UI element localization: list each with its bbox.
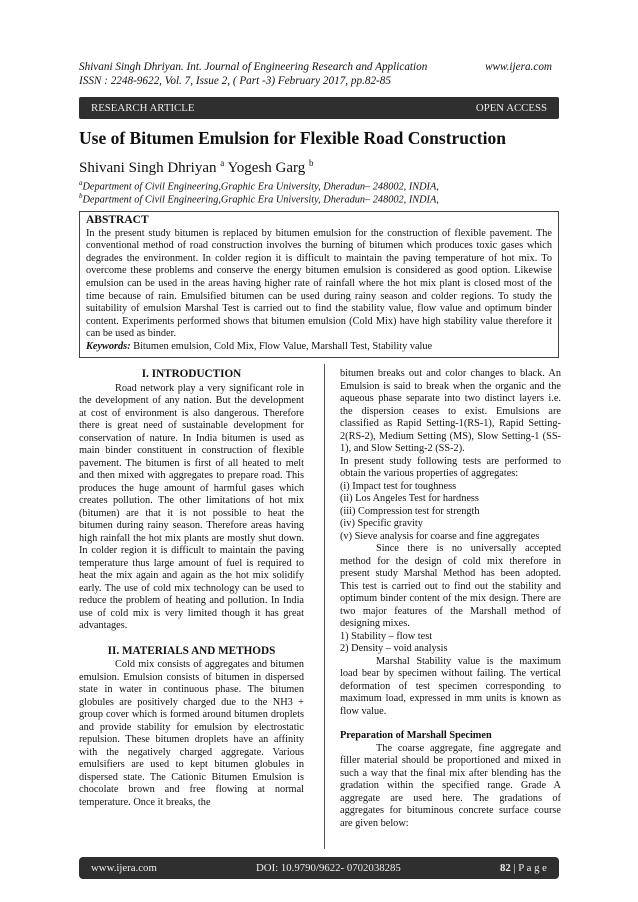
page-label: | P a g e	[510, 862, 547, 874]
author-1-affil-mark: a	[220, 158, 225, 168]
emulsion-paragraph: bitumen breaks out and color changes to black. An Emulsion is said to break when the organic and the aqueous phase separate into two distinct layers i.e. the dispersion ceases to exist. Emulsions are classified as Rapid Setting-1(RS-1), Rapid Setting-2(RS-2), Medium Setting (MS), Slow Setting-1 (SS-1), and Slow Setting-2 (SS-2).	[340, 368, 561, 454]
article-type-label: RESEARCH ARTICLE	[91, 102, 195, 114]
keywords-text: Bitumen emulsion, Cold Mix, Flow Value, Marshall Test, Stability value	[130, 340, 433, 352]
affiliation-b-mark: b	[79, 192, 83, 200]
footer-doi[interactable]: DOI: 10.9790/9622- 0702038285	[255, 862, 401, 874]
footer-website[interactable]: www.ijera.com	[91, 862, 157, 874]
test-item: (iv) Specific gravity	[340, 518, 423, 529]
affiliation-a	[79, 179, 439, 192]
column-divider	[324, 364, 325, 849]
test-item: (ii) Los Angeles Test for hardness	[340, 493, 479, 504]
abstract-body: In the present study bitumen is replaced by bitumen emulsion for the construction of flexible pavement. The conventional method of road construction involves the burning of bitumen which produces toxic gases which degrades the environment. In colder region it is difficult to maintain the paving temperature of hot mix. To overcome these problems and conserve the energy bitumen emulsion is considered as good option. Likewise emulsion can be used in the areas having higher rate of rainfall where the hot mix plant is closed most of the time because of rain. Emulsified bitumen can be used during rainy season and colder regions. To study the suitability of emulsion Marshal Test is carried out to find the stability value, flow value and optimum binder content. Experiments performed shows that bitumen emulsion (Cold Mix) have high stability value therefore it can be used as binder.	[86, 227, 552, 340]
preparation-paragraph: The coarse aggregate, fine aggregate and filler material should be proportioned and mixed in such a way that the final mix after blending has the gradation within the specified range. Grade A aggregate are used here. The gradations of aggregates for bituminous concrete surface course are given below:	[340, 742, 561, 829]
introduction-heading: I. INTRODUCTION	[141, 368, 242, 380]
feature-item: 2) Density – void analysis	[340, 643, 448, 654]
feature-item: 1) Stability – flow test	[340, 630, 433, 642]
affiliation-b-text: Department of Civil Engineering,Graphic Era University, Dheradun– 248002, INDIA,	[82, 194, 439, 206]
stability-paragraph: Marshal Stability value is the maximum load bear by specimen without failing. The vertical deformation of test specimen corresponding to maximum load, expressed in mm units is known as flow value.	[340, 655, 561, 717]
test-item: (v) Sieve analysis for coarse and fine aggregates	[340, 530, 540, 542]
page-number: 82	[499, 862, 511, 874]
affiliation-a-text: Department of Civil Engineering,Graphic Era University, Dheradun– 248002, INDIA,	[82, 181, 439, 193]
affiliation-a-mark: a	[79, 179, 83, 187]
author-line	[79, 158, 314, 177]
abstract-box	[79, 211, 559, 358]
journal-header	[79, 60, 552, 88]
keywords-label: Keywords:	[86, 340, 131, 352]
right-column	[340, 368, 561, 830]
preparation-heading: Preparation of Marshall Specimen	[340, 730, 492, 741]
left-column	[79, 368, 304, 809]
citation-line-2: ISSN : 2248-9622, Vol. 7, Issue 2, ( Part -3) February 2017, pp.82-85	[79, 75, 391, 87]
introduction-paragraph: Road network play a very significant role in the development of any nation. But the development at cost of environment is also dangerous. Therefore there is great need of sustainable development for conservation of nature. In India bitumen is used as main binder constituent in construction of flexible pavement. The bitumen is first of all heated to melt and then mixed with aggregates to prepare road. This produces the huge amount of harmful gases which creates pollution. The other limitations of hot mix (bitumen) are that it is not possible to heat the bitumen during rainy season. Therefore areas having high rainfall the hot mix plants are mostly shut down. In colder region it is difficult to maintain the paving temperature thus large amount of fuel is required to heat the mix again and again as the hot mix solidify early. The use of cold mix technology can be used to reduce the problem of heating and pollution. In India use of cold mix is very limited though it has great advantages.	[79, 382, 304, 631]
paper-title: Use of Bitumen Emulsion for Flexible Road Construction	[79, 128, 506, 148]
keywords-line	[86, 341, 552, 354]
test-item: (iii) Compression test for strength	[340, 505, 480, 517]
affiliation-b	[79, 192, 439, 205]
open-access-label: OPEN ACCESS	[475, 102, 547, 114]
test-item: (i) Impact test for toughness	[340, 480, 457, 492]
author-2-affil-mark: b	[309, 158, 314, 168]
citation-line-1: Shivani Singh Dhriyan. Int. Journal of Engineering Research and Application	[79, 61, 428, 73]
footer-page-number	[500, 862, 547, 874]
materials-paragraph: Cold mix consists of aggregates and bitumen emulsion. Emulsion consists of bitumen in dispersed state in water in continuous phase. The bitumen globules are positively charged due to the NH3 + group cover which is formed around bitumen droplets and provide stability for emulsion by electrostatic repulsion. These bitumen droplets have an affinity with the negatively charged aggregate. Various emulsifiers are used to kept bitumen globules in dispersed state. The Cationic Bitumen Emulsion is chocolate brown and free flowing at normal temperature. Once it breaks, the	[79, 659, 304, 808]
marshal-method-paragraph: Since there is no universally accepted method for the design of cold mix therefore in present study Marshal Method has been adopted. This test is carried out to find out the stability and optimum binder content of the mix design. There are two major features of the Marshall method of designing mixes.	[340, 543, 561, 629]
page-footer	[79, 857, 559, 879]
author-2: Yogesh Garg	[227, 160, 306, 176]
article-type-banner	[79, 97, 559, 119]
journal-website[interactable]: www.ijera.com	[485, 61, 552, 73]
author-1: Shivani Singh Dhriyan	[79, 160, 217, 176]
materials-heading: II. MATERIALS AND METHODS	[107, 644, 276, 657]
abstract-heading: ABSTRACT	[86, 214, 149, 226]
tests-intro-paragraph: In present study following tests are performed to obtain the various properties of aggregates:	[340, 455, 561, 479]
